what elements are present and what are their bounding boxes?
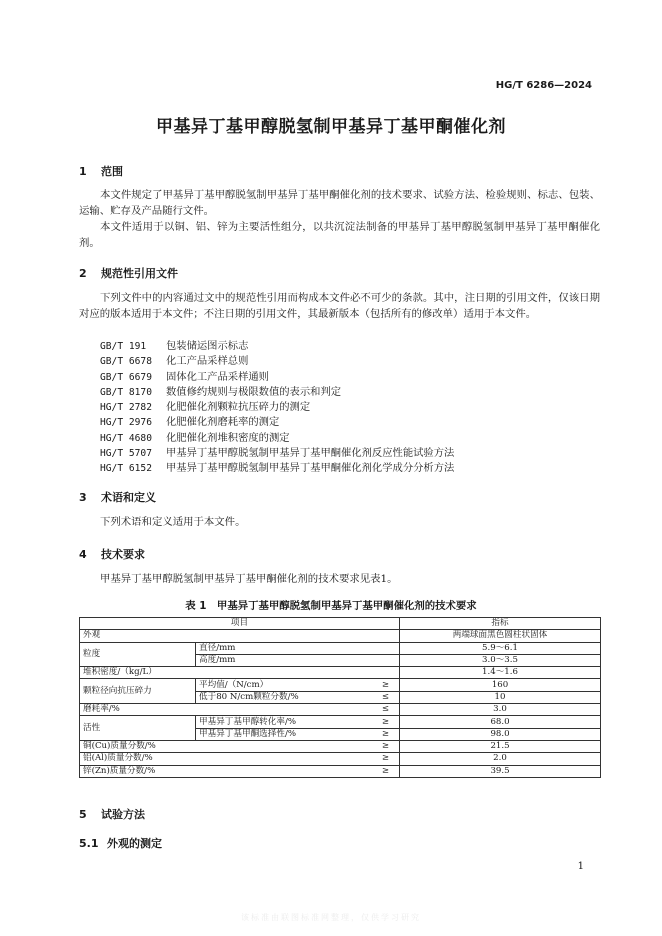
section-number: 3 <box>79 491 87 504</box>
section-2-intro: 下列文件中的内容通过文中的规范性引用而构成本文件必不可少的条款。其中，注日期的引用文件，仅该日期对应的版本适用于本文件；不注日期的引用文件，其最新版本（包括所有的修改单）适用于本文件。 <box>79 292 600 320</box>
section-4-heading <box>79 546 145 562</box>
section-1-paragraph-2: 本文件适用于以铜、铝、锌为主要活性组分，以共沉淀法制备的甲基异丁基甲醇脱氢制甲基异丁基甲酮催化剂。 <box>79 221 600 249</box>
value-cell: 39.5 <box>400 765 601 777</box>
reference-code: GB/T 6678 <box>100 356 152 368</box>
table-row <box>80 630 601 642</box>
item-cell: 铜(Cu)质量分数/% <box>80 740 340 752</box>
table-row <box>80 753 601 765</box>
value-cell: 68.0 <box>400 716 601 728</box>
value-cell: 3.0～3.5 <box>400 654 601 666</box>
section-title: 术语和定义 <box>101 491 156 504</box>
value-cell: 21.5 <box>400 740 601 752</box>
item-cell: 粒度 <box>80 642 196 667</box>
operator-cell: ≥ <box>340 740 400 752</box>
standard-number: HG/T 6286—2024 <box>495 80 592 91</box>
reference-item <box>100 370 454 385</box>
reference-item <box>100 385 454 400</box>
reference-item <box>100 446 454 461</box>
item-cell: 锌(Zn)质量分数/% <box>80 765 340 777</box>
reference-code: GB/T 191 <box>100 341 147 352</box>
section-number: 1 <box>79 165 87 178</box>
section-title: 技术要求 <box>101 548 145 561</box>
document-title: 甲基异丁基甲醇脱氢制甲基异丁基甲酮催化剂 <box>156 117 506 137</box>
reference-name: 数值修约规则与极限数值的表示和判定 <box>166 385 342 398</box>
operator-cell: ≤ <box>340 691 400 703</box>
table-row <box>80 642 601 654</box>
section-number: 2 <box>79 267 87 280</box>
reference-item <box>100 431 454 446</box>
value-cell: 2.0 <box>400 753 601 765</box>
operator-cell: ≥ <box>340 765 400 777</box>
table-row <box>80 716 601 728</box>
reference-code: HG/T 5707 <box>100 448 152 460</box>
reference-name: 甲基异丁基甲醇脱氢制甲基异丁基甲酮催化剂化学成分分析方法 <box>166 462 455 475</box>
item-cell: 堆积密度/（kg/L） <box>80 667 400 679</box>
section-1-paragraph-1: 本文件规定了甲基异丁基甲醇脱氢制甲基异丁基甲酮催化剂的技术要求、试验方法、检验规则、标志、包装、运输、贮存及产品随行文件。 <box>79 189 600 217</box>
reference-name: 固体化工产品采样通则 <box>166 370 269 383</box>
operator-cell: ≥ <box>340 753 400 765</box>
section-5-heading <box>79 806 145 822</box>
table-header-row <box>80 618 601 630</box>
section-title: 范围 <box>101 165 123 178</box>
value-cell: 98.0 <box>400 728 601 740</box>
reference-name: 化肥催化剂堆积密度的测定 <box>166 431 290 444</box>
section-1-heading <box>79 163 123 179</box>
footer-watermark: 该标准由联图标准网整理，仅供学习研究 <box>241 913 421 922</box>
value-cell: 1.4～1.6 <box>400 667 601 679</box>
reference-item <box>100 400 454 415</box>
section-2-heading <box>79 265 178 281</box>
table-1-caption: 表 1 甲基异丁基甲醇脱氢制甲基异丁基甲酮催化剂的技术要求 <box>185 600 477 612</box>
sub-item-cell: 高度/mm <box>196 654 400 666</box>
operator-cell: ≤ <box>340 704 400 716</box>
item-cell: 外观 <box>80 630 400 642</box>
reference-name: 甲基异丁基甲醇脱氢制甲基异丁基甲酮催化剂反应性能试验方法 <box>166 447 455 460</box>
item-cell: 磨耗率/% <box>80 704 340 716</box>
value-cell: 160 <box>400 679 601 691</box>
section-number: 5.1 <box>79 837 99 850</box>
sub-item-cell: 甲基异丁基甲醇转化率/% <box>196 716 340 728</box>
reference-name: 化肥催化剂磨耗率的测定 <box>166 416 280 429</box>
reference-name: 包装储运图示标志 <box>166 340 249 352</box>
reference-name: 化肥催化剂颗粒抗压碎力的测定 <box>166 401 311 414</box>
reference-code: HG/T 2782 <box>100 402 152 414</box>
table-row <box>80 679 601 691</box>
table-row <box>80 704 601 716</box>
reference-item <box>100 354 454 369</box>
table-row <box>80 740 601 752</box>
header-value-cell: 指标 <box>400 618 601 630</box>
reference-code: HG/T 4680 <box>100 432 152 444</box>
sub-item-cell: 甲基异丁基甲酮选择性/% <box>196 728 340 740</box>
operator-cell: ≥ <box>340 728 400 740</box>
section-3-heading <box>79 489 156 505</box>
reference-list <box>100 339 454 477</box>
reference-code: HG/T 6152 <box>100 463 152 475</box>
item-cell: 颗粒径向抗压碎力 <box>80 679 196 704</box>
value-cell: 3.0 <box>400 704 601 716</box>
value-cell: 两端球面黑色圆柱状固体 <box>400 630 601 642</box>
sub-item-cell: 低于80 N/cm颗粒分数/% <box>196 691 340 703</box>
section-title: 规范性引用文件 <box>101 267 178 280</box>
reference-code: HG/T 2976 <box>100 417 152 429</box>
section-title: 试验方法 <box>101 808 145 821</box>
header-item-cell: 项目 <box>80 618 400 630</box>
page-number: 1 <box>577 861 584 872</box>
value-cell: 10 <box>400 691 601 703</box>
reference-item <box>100 461 454 476</box>
section-number: 5 <box>79 808 87 821</box>
reference-name: 化工产品采样总则 <box>166 355 249 368</box>
reference-item <box>100 415 454 430</box>
technical-requirements-table <box>79 617 601 778</box>
item-cell: 铝(Al)质量分数/% <box>80 753 340 765</box>
table-row <box>80 667 601 679</box>
section-title: 外观的测定 <box>107 837 162 850</box>
operator-cell: ≥ <box>340 679 400 691</box>
reference-item <box>100 339 454 354</box>
sub-item-cell: 平均值/（N/cm） <box>196 679 340 691</box>
table-row <box>80 765 601 777</box>
section-number: 4 <box>79 548 87 561</box>
reference-code: GB/T 6679 <box>100 371 152 383</box>
sub-item-cell: 直径/mm <box>196 642 400 654</box>
operator-cell: ≥ <box>340 716 400 728</box>
value-cell: 5.9～6.1 <box>400 642 601 654</box>
section-4-text: 甲基异丁基甲醇脱氢制甲基异丁基甲酮催化剂的技术要求见表1。 <box>100 573 398 585</box>
item-cell: 活性 <box>80 716 196 741</box>
section-3-text: 下列术语和定义适用于本文件。 <box>100 516 246 528</box>
section-5-1-heading <box>79 835 162 851</box>
reference-code: GB/T 8170 <box>100 386 152 398</box>
